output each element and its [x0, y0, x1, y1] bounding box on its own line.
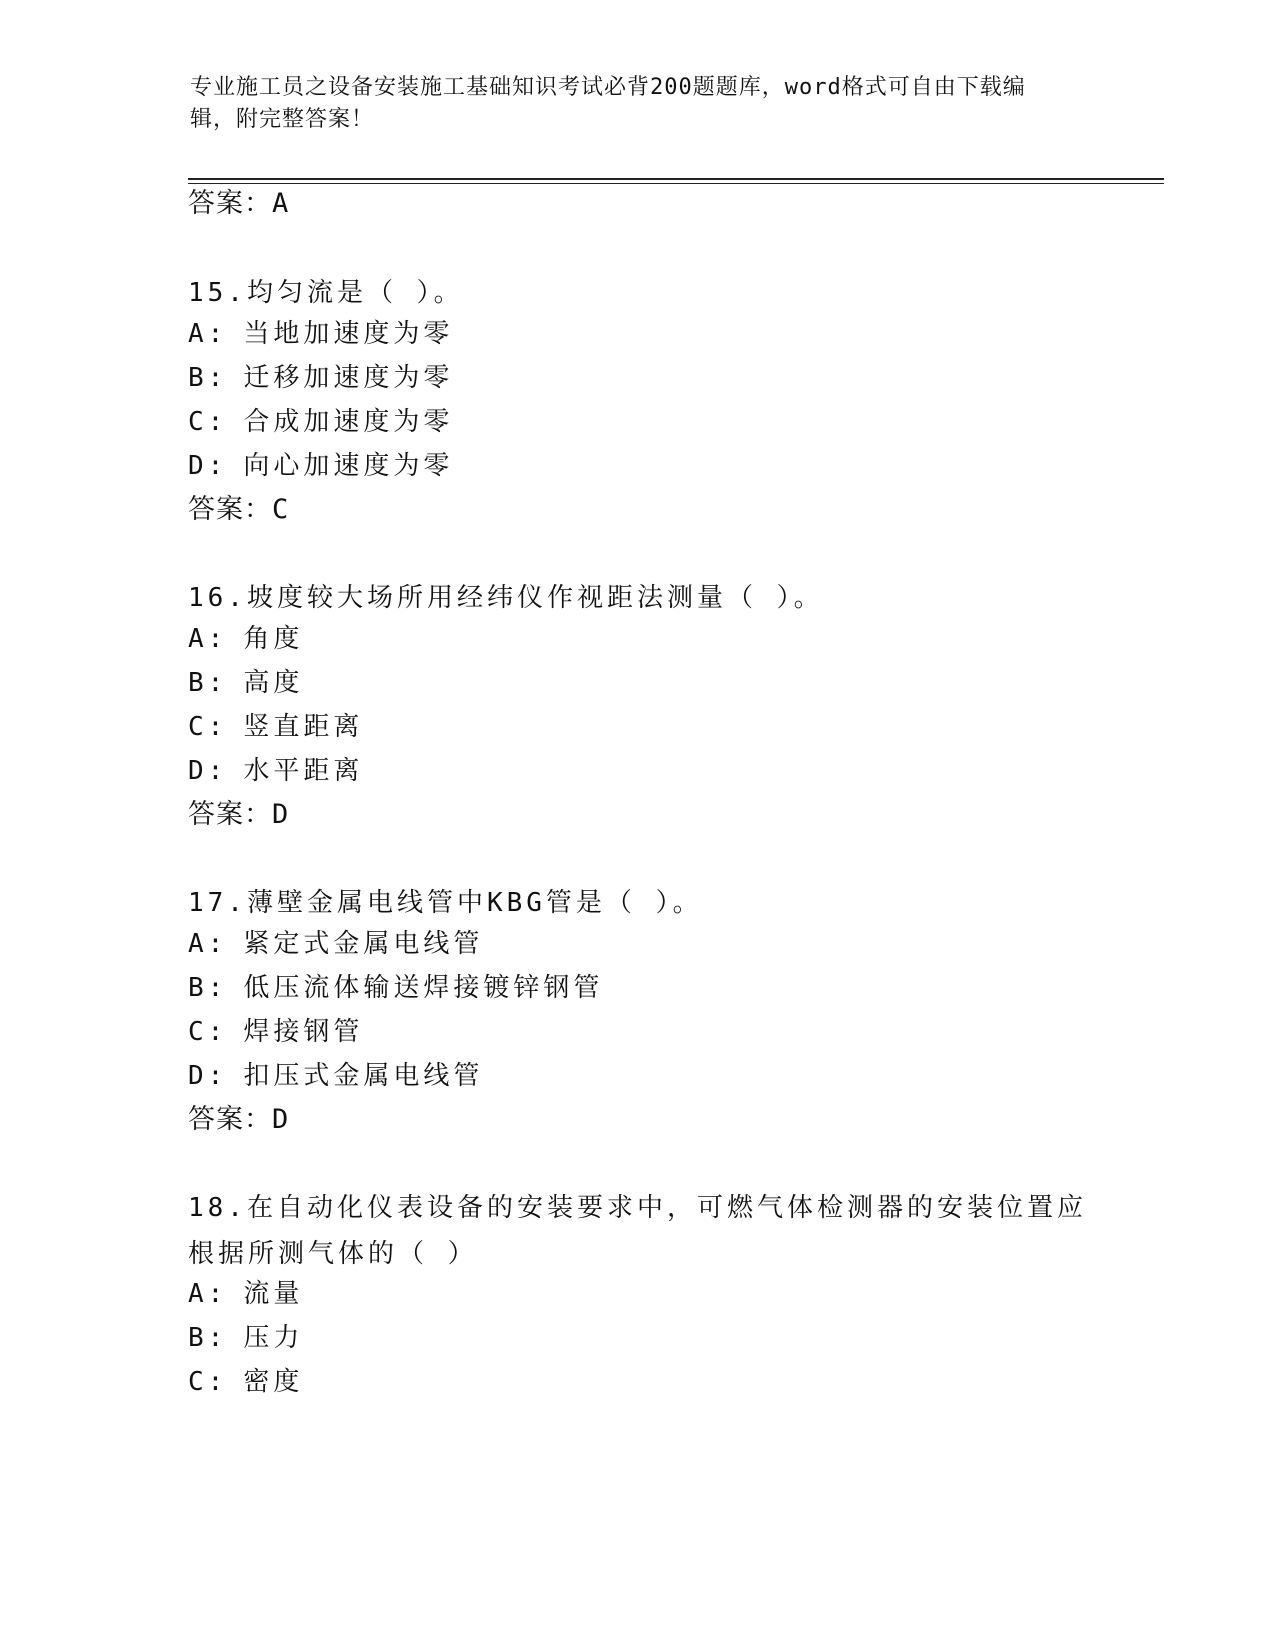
option-item — [188, 1276, 303, 1312]
option-item — [188, 404, 453, 440]
answer-label: 答案： — [188, 1104, 272, 1135]
option-text: 竖直距离 — [243, 712, 364, 742]
answer-line — [188, 797, 289, 833]
answer-value: D — [272, 799, 290, 830]
option-item — [188, 621, 303, 657]
option-letter: A: — [188, 624, 228, 654]
option-letter: D: — [188, 756, 228, 786]
answer-line — [188, 186, 289, 222]
option-letter: D: — [188, 451, 228, 481]
option-letter: B: — [188, 973, 228, 1003]
option-text: 高度 — [243, 668, 304, 698]
option-text: 角度 — [243, 624, 304, 654]
option-item — [188, 753, 363, 789]
question-text: 16.坡度较大场所用经纬仪作视距法测量（ ）。 — [188, 583, 824, 613]
option-letter: C: — [188, 1017, 228, 1047]
option-item — [188, 1058, 483, 1094]
document-header: 专业施工员之设备安装施工基础知识考试必背200题题库，word格式可自由下载编辑，附完整答案！ — [190, 75, 1026, 132]
answer-label: 答案： — [188, 799, 272, 830]
answer-value: A — [272, 188, 290, 219]
option-letter: C: — [188, 712, 228, 742]
option-letter: A: — [188, 1279, 228, 1309]
option-item — [188, 1014, 363, 1050]
answer-value: C — [272, 494, 290, 525]
header-divider-thin — [188, 183, 1164, 184]
option-text: 迁移加速度为零 — [243, 363, 454, 393]
option-letter: C: — [188, 1367, 228, 1397]
option-letter: B: — [188, 363, 228, 393]
option-item — [188, 926, 483, 962]
header-divider — [188, 178, 1164, 180]
option-item — [188, 316, 453, 352]
option-text: 压力 — [243, 1323, 304, 1353]
option-item — [188, 970, 603, 1006]
option-item — [188, 1320, 303, 1356]
option-text: 合成加速度为零 — [243, 407, 454, 437]
option-item — [188, 360, 453, 396]
option-letter: D: — [188, 1061, 228, 1091]
answer-line — [188, 1102, 289, 1138]
option-text: 密度 — [243, 1367, 304, 1397]
option-text: 流量 — [243, 1279, 304, 1309]
option-text: 水平距离 — [243, 756, 364, 786]
option-text: 焊接钢管 — [243, 1017, 364, 1047]
question-text: 17.薄壁金属电线管中KBG管是（ ）。 — [188, 888, 703, 918]
option-item — [188, 448, 453, 484]
answer-line — [188, 492, 289, 528]
option-letter: A: — [188, 319, 228, 349]
option-text: 低压流体输送焊接镀锌钢管 — [243, 973, 604, 1003]
option-letter: C: — [188, 407, 228, 437]
question-text: 18.在自动化仪表设备的安装要求中，可燃气体检测器的安装位置应根据所测气体的（ ） — [188, 1193, 1087, 1269]
option-item — [188, 665, 303, 701]
option-letter: A: — [188, 929, 228, 959]
option-item — [188, 709, 363, 745]
option-letter: B: — [188, 668, 228, 698]
question-text: 15.均匀流是（ ）。 — [188, 278, 464, 308]
answer-label: 答案： — [188, 494, 272, 525]
option-text: 紧定式金属电线管 — [243, 929, 484, 959]
option-item — [188, 1364, 303, 1400]
option-text: 当地加速度为零 — [243, 319, 454, 349]
option-text: 向心加速度为零 — [243, 451, 454, 481]
option-text: 扣压式金属电线管 — [243, 1061, 484, 1091]
answer-value: D — [272, 1104, 290, 1135]
option-letter: B: — [188, 1323, 228, 1353]
answer-label: 答案： — [188, 188, 272, 219]
